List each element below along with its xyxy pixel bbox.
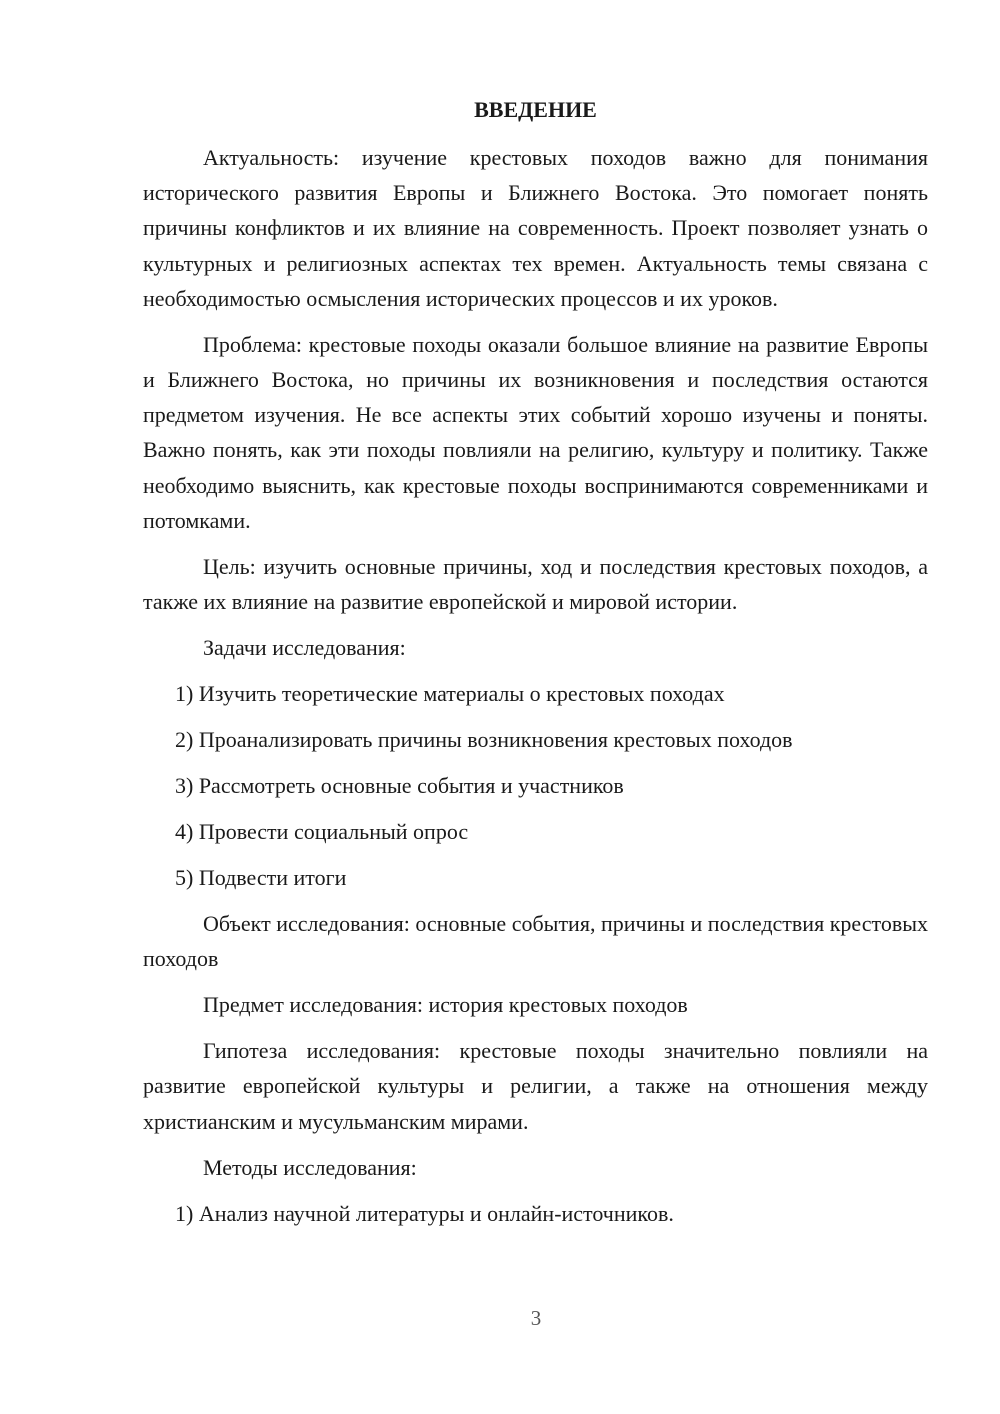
task-item: 5) Подвести итоги [175,865,347,891]
method-item: 1) Анализ научной литературы и онлайн-источников. [175,1200,674,1226]
task-item: 3) Рассмотреть основные события и участников [175,773,624,799]
problem-paragraph: Проблема: крестовые походы оказали большое влияние на развитие Европы и Ближнего Востока, но причины их возникновения и последствия остаются предметом изучения. Не все аспекты этих событий хорошо изучены и поняты. Важно понять, как эти походы повлияли на религию, культуру и политику. Также необходимо выяснить, как крестовые походы воспринимаются современниками и потомками. [143,331,928,533]
task-item: 1) Изучить теоретические материалы о крестовых походах [175,681,725,707]
task-item: 4) Провести социальный опрос [175,819,469,845]
hypothesis-paragraph: Гипотеза исследования: крестовые походы значительно повлияли на развитие европейской культуры и религии, а также на отношения между христианским и мусульманским мирами. [143,1038,928,1134]
goal-paragraph: Цель: изучить основные причины, ход и последствия крестовых походов, а также их влияние на развитие европейской и мировой истории. [143,553,928,615]
methods-heading: Методы исследования: [203,1154,417,1180]
document-page [143,94,928,1242]
object-paragraph: Объект исследования: основные события, причины и последствия крестовых походов [143,911,928,972]
subject-paragraph: Предмет исследования: история крестовых походов [203,992,688,1018]
tasks-heading: Задачи исследования: [203,635,406,661]
page-number: 3 [530,1306,542,1330]
section-title: ВВЕДЕНИЕ [474,97,597,122]
relevance-paragraph: Актуальность: изучение крестовых походов важно для понимания исторического развития Европы и Ближнего Востока. Это помогает понять причины конфликтов и их влияние на современность. Проект позволяет узнать о культурных и религиозных аспектах тех времен. Актуальность темы связана с необходимостью осмысления исторических процессов и их уроков. [143,145,928,311]
task-item: 2) Проанализировать причины возникновения крестовых походов [175,727,793,753]
